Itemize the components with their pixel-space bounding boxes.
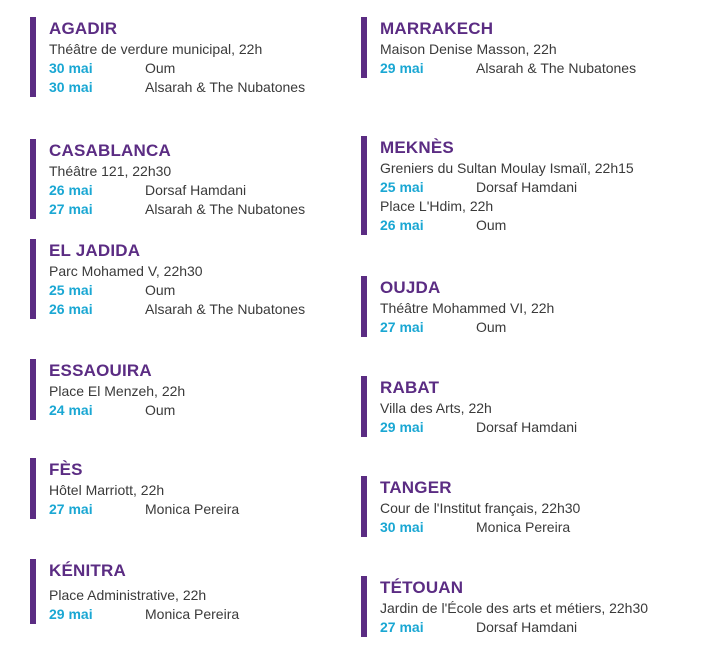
- show-date: 27 mai: [49, 201, 93, 217]
- venue: Maison Denise Masson, 22h: [380, 41, 557, 57]
- city-block-oujda: [361, 276, 554, 337]
- city-name: ESSAOUIRA: [49, 361, 152, 380]
- show-date: 24 mai: [49, 402, 93, 418]
- venue: Place El Menzeh, 22h: [49, 383, 186, 399]
- show-date: 29 mai: [49, 606, 93, 622]
- city-block-kenitra: [30, 559, 239, 624]
- venue: Place Administrative, 22h: [49, 587, 207, 603]
- show-date: 30 mai: [380, 519, 424, 535]
- show-date: 26 mai: [49, 301, 93, 317]
- city-name: KÉNITRA: [49, 561, 126, 580]
- show-row: [380, 216, 634, 235]
- city-name: TÉTOUAN: [380, 578, 464, 597]
- show-date: 29 mai: [380, 60, 424, 76]
- show-row: [49, 181, 305, 200]
- city-name: OUJDA: [380, 278, 441, 297]
- venue: Parc Mohamed V, 22h30: [49, 263, 203, 279]
- city-block-tanger: [361, 476, 580, 537]
- venue: Cour de l'Institut français, 22h30: [380, 500, 581, 516]
- show-artist: Dorsaf Hamdani: [476, 419, 578, 435]
- show-artist: Monica Pereira: [145, 606, 240, 622]
- city-block-agadir: [30, 17, 305, 97]
- show-row: [49, 281, 305, 300]
- show-date: 25 mai: [49, 282, 93, 298]
- show-date: 27 mai: [380, 619, 424, 635]
- venue: Villa des Arts, 22h: [380, 400, 492, 416]
- show-date: 27 mai: [380, 319, 424, 335]
- show-artist: Alsarah & The Nubatones: [145, 79, 306, 95]
- city-block-el-jadida: [30, 239, 305, 319]
- show-artist: Oum: [145, 60, 176, 76]
- show-row: [49, 200, 305, 219]
- city-name: TANGER: [380, 478, 452, 497]
- venue: Place L'Hdim, 22h: [380, 198, 494, 214]
- venue: Théâtre Mohammed VI, 22h: [380, 300, 555, 316]
- show-artist: Dorsaf Hamdani: [145, 182, 247, 198]
- show-artist: Oum: [476, 217, 507, 233]
- show-row: [380, 318, 554, 337]
- venue: Théâtre de verdure municipal, 22h: [49, 41, 263, 57]
- show-artist: Oum: [145, 402, 176, 418]
- city-block-rabat: [361, 376, 577, 437]
- show-artist: Monica Pereira: [476, 519, 571, 535]
- show-artist: Alsarah & The Nubatones: [145, 201, 306, 217]
- show-row: [49, 605, 239, 624]
- city-block-fes: [30, 458, 239, 519]
- venue: Hôtel Marriott, 22h: [49, 482, 165, 498]
- show-artist: Monica Pereira: [145, 501, 240, 517]
- show-row: [49, 300, 305, 319]
- show-date: 27 mai: [49, 501, 93, 517]
- show-date: 30 mai: [49, 79, 93, 95]
- show-artist: Oum: [145, 282, 176, 298]
- city-block-essaouira: [30, 359, 185, 420]
- city-name: AGADIR: [49, 19, 118, 38]
- show-date: 30 mai: [49, 60, 93, 76]
- city-name: FÈS: [49, 460, 83, 479]
- show-row: [49, 401, 185, 420]
- city-block-casablanca: [30, 139, 305, 219]
- show-artist: Oum: [476, 319, 507, 335]
- show-row: [49, 59, 305, 78]
- venue: Jardin de l'École des arts et métiers, 22h30: [380, 600, 649, 616]
- show-row: [380, 418, 577, 437]
- show-row: [380, 618, 648, 637]
- show-date: 29 mai: [380, 419, 424, 435]
- venue: Théâtre 121, 22h30: [49, 163, 172, 179]
- show-row: [380, 178, 634, 197]
- show-row: [380, 59, 636, 78]
- show-row: [380, 518, 580, 537]
- city-name: EL JADIDA: [49, 241, 141, 260]
- show-date: 26 mai: [380, 217, 424, 233]
- city-name: MARRAKECH: [380, 19, 494, 38]
- city-name: MEKNÈS: [380, 138, 454, 157]
- show-date: 26 mai: [49, 182, 93, 198]
- city-name: CASABLANCA: [49, 141, 171, 160]
- show-artist: Alsarah & The Nubatones: [145, 301, 306, 317]
- show-row: [49, 500, 239, 519]
- show-artist: Dorsaf Hamdani: [476, 179, 578, 195]
- show-artist: Dorsaf Hamdani: [476, 619, 578, 635]
- city-block-tetouan: [361, 576, 648, 637]
- show-artist: Alsarah & The Nubatones: [476, 60, 637, 76]
- city-block-marrakech: [361, 17, 636, 78]
- venue: Greniers du Sultan Moulay Ismaïl, 22h15: [380, 160, 634, 176]
- city-name: RABAT: [380, 378, 440, 397]
- show-date: 25 mai: [380, 179, 424, 195]
- show-row: [49, 78, 305, 97]
- city-block-meknes: [361, 136, 634, 235]
